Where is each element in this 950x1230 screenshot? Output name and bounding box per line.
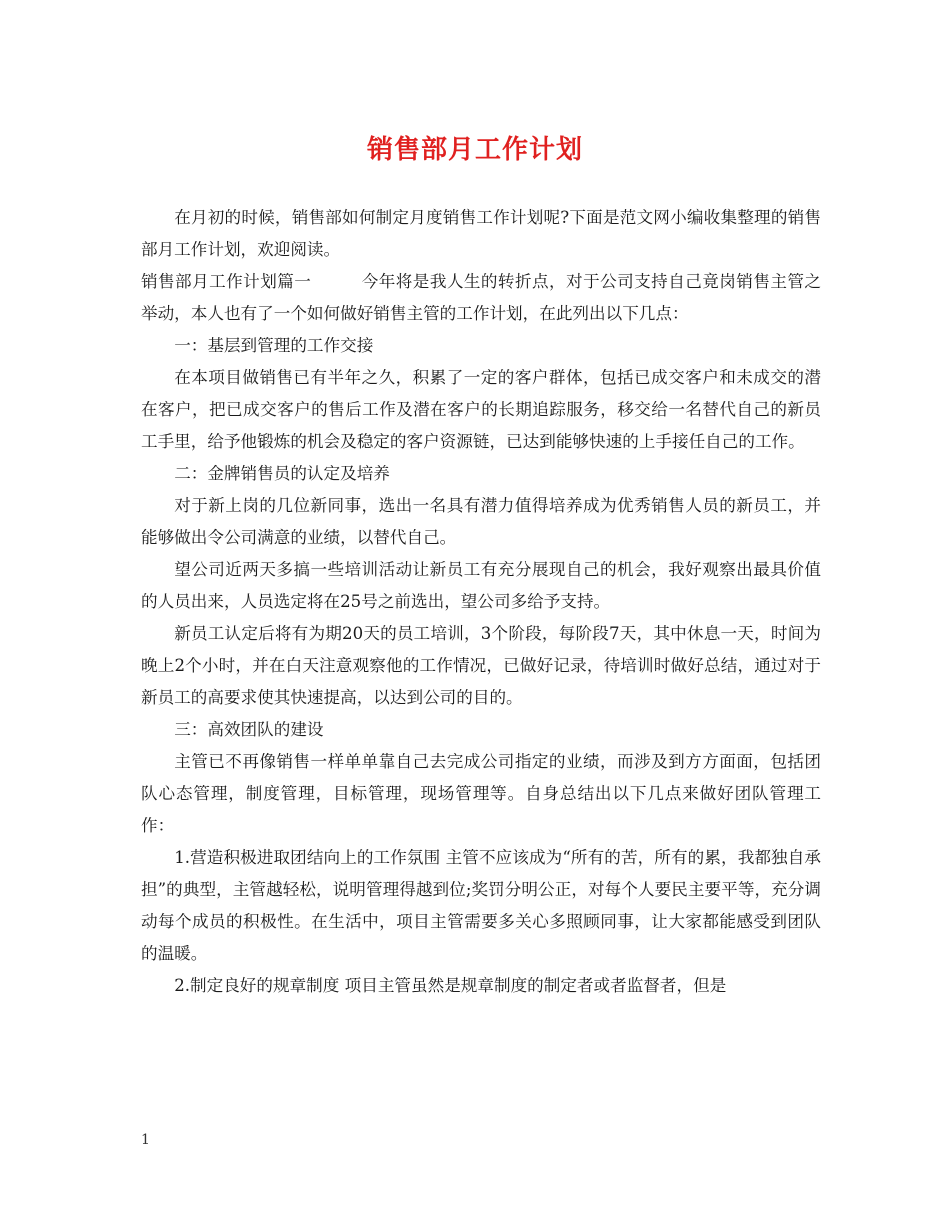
heading-point-two: 二：金牌销售员的认定及培养 (174, 464, 390, 483)
heading-point-one: 一：基层到管理的工作交接 (174, 336, 374, 355)
document-body (141, 202, 821, 1002)
paragraph-intro: 在月初的时候，销售部如何制定月度销售工作计划呢?下面是范文网小编收集整理的销售部月工作计划，欢迎阅读。 (141, 208, 821, 259)
section-lead-text: 今年将是我人生的转折点，对于公司支持自己竟岗销售主管之举动，本人也有了一个如何做好销售主管的工作计划，在此列出以下几点： (141, 272, 822, 323)
paragraph-training-request: 望公司近两天多搞一些培训活动让新员工有充分展现自己的机会，我好观察出最具价值的人员出来，人员选定将在25号之前选出，望公司多给予支持。 (141, 560, 821, 611)
paragraph-handover: 在本项目做销售已有半年之久，积累了一定的客户群体，包括已成交客户和未成交的潜在客户，把已成交客户的售后工作及潜在客户的长期追踪服务，移交给一名替代自己的新员工手里，给予他锻炼的机会及稳定的客户资源链，已达到能够快速的上手接任自己的工作。 (141, 368, 821, 451)
paragraph-item-one: 1.营造积极进取团结向上的工作氛围 主管不应该成为“所有的苦，所有的累，我都独自承担”的典型，主管越轻松，说明管理得越到位;奖罚分明公正，对每个人要民主要平等，充分调动每个成员的积极性。在生活中，项目主管需要多关心多照顾同事，让大家都能感受到团队的温暖。 (141, 848, 821, 963)
page-number: 1 (141, 1132, 150, 1148)
paragraph-team-management: 主管已不再像销售一样单单靠自己去完成公司指定的业绩，而涉及到方方面面，包括团队心态管理，制度管理，目标管理，现场管理等。自身总结出以下几点来做好团队管理工作： (141, 752, 821, 835)
heading-point-three: 三：高效团队的建设 (174, 720, 324, 739)
paragraph-item-two: 2.制定良好的规章制度 项目主管虽然是规章制度的制定者或者监督者，但是 (174, 976, 727, 995)
paragraph-selection: 对于新上岗的几位新同事，选出一名具有潜力值得培养成为优秀销售人员的新员工，并能够做出令公司满意的业绩，以替代自己。 (141, 496, 821, 547)
paragraph-training-plan: 新员工认定后将有为期20天的员工培训，3个阶段，每阶段7天，其中休息一天，时间为晚上2个小时，并在白天注意观察他的工作情况，已做好记录，待培训时做好总结，通过对于新员工的高要求使其快速提高，以达到公司的目的。 (141, 624, 821, 707)
document-title: 销售部月工作计划 (366, 135, 583, 165)
paragraph-section-one (141, 266, 821, 330)
section-lead: 销售部月工作计划篇一 (141, 272, 312, 291)
